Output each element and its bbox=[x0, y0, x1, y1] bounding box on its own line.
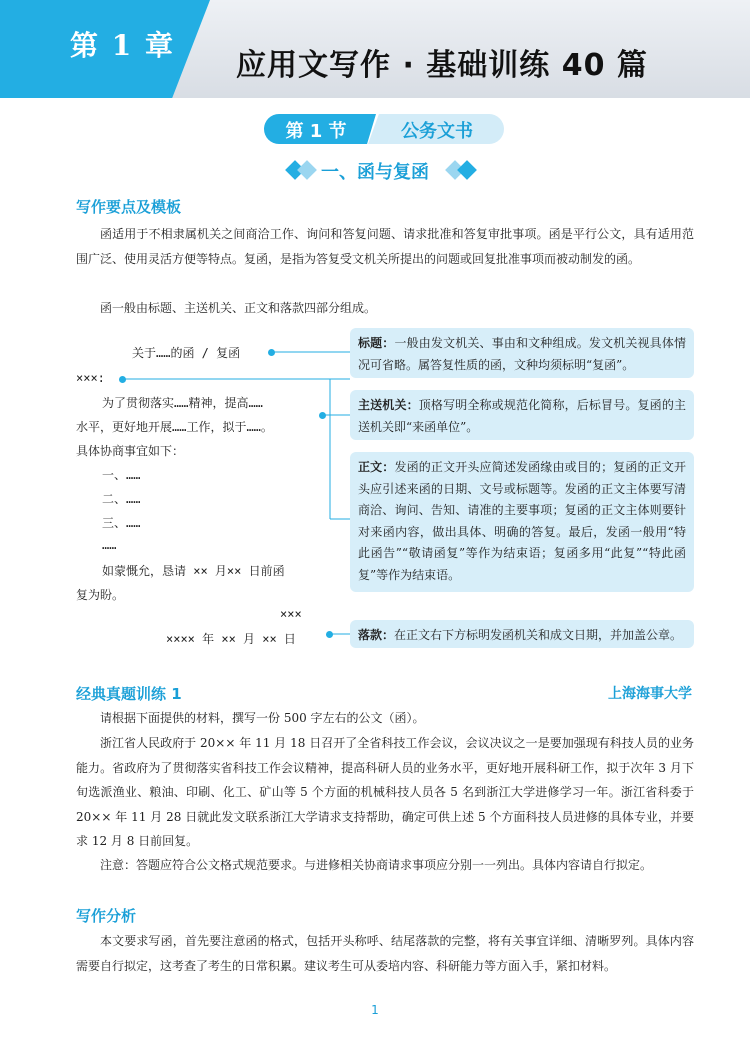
callout-sign bbox=[350, 620, 694, 648]
template-item-2: 二、…… bbox=[102, 492, 141, 506]
subsection-heading bbox=[0, 156, 750, 186]
page-header bbox=[0, 0, 750, 98]
exercise-paragraph-3: 注意：答题应符合公文格式规范要求。与进修相关协商请求事项应分别一一列出。具体内容请自行拟定。 bbox=[100, 858, 653, 872]
template-item-3: 三、…… bbox=[102, 516, 141, 530]
template-item-more: …… bbox=[102, 538, 117, 552]
section-pill bbox=[264, 114, 504, 144]
exercise-paragraph-1: 请根据下面提供的材料，撰写一份 500 字左右的公文（函）。 bbox=[100, 711, 425, 725]
page-number: 1 bbox=[371, 1003, 379, 1017]
template-item-1: 一、…… bbox=[102, 468, 141, 482]
template-closing-line-1: 如蒙慨允，恳请 ×× 月×× 日前函 bbox=[102, 564, 285, 578]
section-number: 第 1 节 bbox=[285, 121, 347, 142]
writing-points-paragraph-1: 函适用于不相隶属机关之间商洽工作、询问和答复问题、请求批准和答复审批事项。函是平行公文，具有适用范围广泛、使用灵活方便等特点。复函，是指为答复受文机关所提出的问题或回复批准事项而被动制发的函。 bbox=[76, 227, 694, 266]
book-title: 应用文写作 · 基础训练 40 篇 bbox=[236, 48, 648, 83]
callout-recipient-text: 顶格写明全称或规范化简称，后标冒号。复函的主送机关即“来函单位”。 bbox=[358, 398, 686, 434]
analysis-paragraph-1: 本文要求写函，首先要注意函的格式，包括开头称呼、结尾落款的完整，将有关事宜详细、清晰罗列。具体内容需要自行拟定，这考查了考生的日常积累。建议考生可从委培内容、科研能力等方面入手，紧扣材料。 bbox=[76, 934, 694, 973]
analysis-heading: 写作分析 bbox=[76, 907, 137, 925]
connector-dot bbox=[268, 349, 275, 356]
exercise-university: 上海海事大学 bbox=[608, 686, 692, 702]
callout-title-label: 标题： bbox=[358, 336, 395, 350]
connector-dot bbox=[119, 376, 126, 383]
template-body-line-2: 水平，更好地开展……工作，拟于……。 bbox=[76, 420, 273, 434]
subsection-title: 一、函与复函 bbox=[321, 162, 429, 183]
connector-dot bbox=[319, 412, 326, 419]
connector-dot bbox=[326, 631, 333, 638]
exercise-heading: 经典真题训练 1 bbox=[76, 685, 182, 703]
exercise-paragraph-2: 浙江省人民政府于 20×× 年 11 月 18 日召开了全省科技工作会议，会议决议之一是要加强现有科技人员的业务能力。省政府为了贯彻落实省科技工作会议精神，提高科研人员的业务水平，更好地开展科研工作，拟于次年 3 月下旬选派渔业、粮油、印刷、化工、矿山等 5 个方面的机械科技人员各 5 名到浙江大学进修学习一年。浙江省科委于 20×× 年 11 月 28 日就此发文联系浙江大学请求支持帮助，确定可供上述 5 个方面科技人员进修的具体专业，并要求 12 月 8 日前回复。 bbox=[76, 736, 694, 848]
template-recipient: ×××: bbox=[76, 371, 105, 385]
callout-body-label: 正文： bbox=[358, 460, 395, 474]
template-closing-line-2: 复为盼。 bbox=[76, 588, 125, 602]
callout-body-text: 发函的正文开头应简述发函缘由或目的；复函的正文开头应引述来函的日期、文号或标题等。发函的正文主体要写清商洽、询问、告知、请准的主要事项；复函的正文主体则要针对来函内容，做出具体、明确的答复。最后，发函一般用“特此函告”“敬请函复”等作为结束语；复函多用“此复”“特此函复”等作为结束语。 bbox=[358, 460, 686, 582]
writing-points-heading: 写作要点及模板 bbox=[76, 198, 182, 216]
template-body-line-1: 为了贯彻落实……精神，提高…… bbox=[102, 396, 263, 410]
callout-recipient bbox=[350, 390, 694, 440]
callout-sign-label: 落款： bbox=[358, 628, 395, 642]
callout-title bbox=[350, 328, 694, 378]
writing-points-paragraph-2: 函一般由标题、主送机关、正文和落款四部分组成。 bbox=[100, 301, 377, 315]
callout-sign-text: 在正文右下方标明发函机关和成文日期，并加盖公章。 bbox=[394, 628, 683, 642]
template-sign-date: ×××× 年 ×× 月 ×× 日 bbox=[166, 632, 296, 646]
template-title-line: 关于……的函 / 复函 bbox=[132, 346, 241, 360]
callout-body bbox=[350, 452, 694, 592]
callout-title-text: 一般由发文机关、事由和文种组成。发文机关视具体情况可省略。属答复性质的函，文种均须标明“复函”。 bbox=[358, 336, 686, 372]
callout-recipient-label: 主送机关： bbox=[358, 398, 419, 412]
template-sign-org: ××× bbox=[280, 607, 302, 621]
section-name: 公务文书 bbox=[401, 121, 473, 142]
template-body-line-3: 具体协商事宜如下： bbox=[76, 444, 185, 458]
chapter-label: 第 1 章 bbox=[70, 29, 175, 62]
